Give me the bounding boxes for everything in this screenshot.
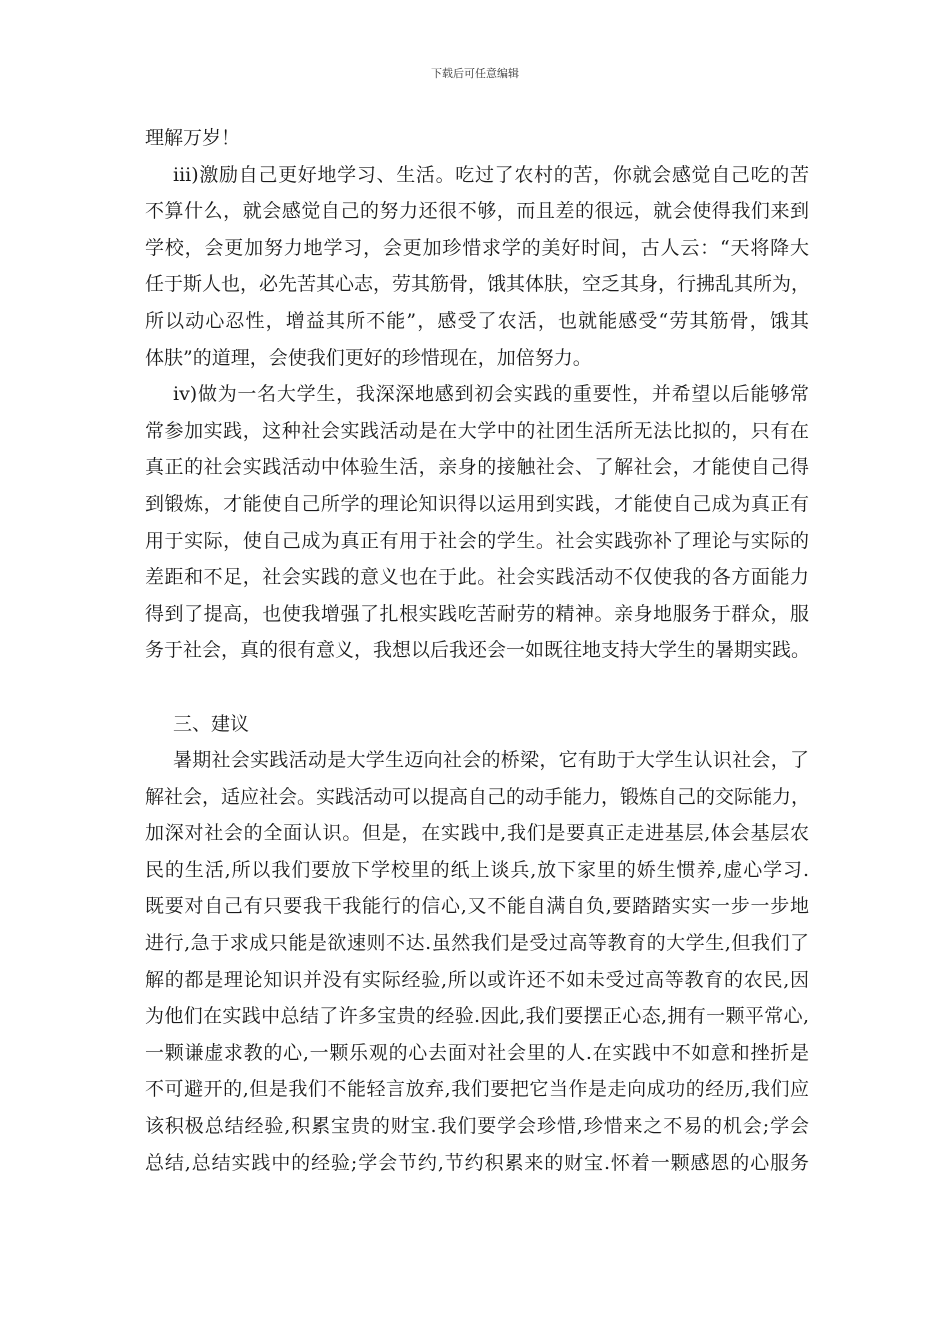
text-line: 到锻炼，才能使自己所学的理论知识得以运用到实践，才能使自己成为真正有: [145, 492, 809, 515]
section-heading: [145, 706, 809, 743]
text-line: 体肤”的道理，会使我们更好的珍惜现在，加倍努力。: [145, 346, 592, 369]
text-line: 该积极总结经验,积累宝贵的财宝.我们要学会珍惜,珍惜来之不易的机会;学会: [145, 1115, 809, 1138]
text-line: iv)做为一名大学生，我深深地感到初会实践的重要性，并希望以后能够常: [173, 383, 809, 406]
text-line: 真正的社会实践活动中体验生活，亲身的接触社会、了解社会，才能使自己得: [145, 456, 809, 479]
text-line: 解社会，适应社会。实践活动可以提高自己的动手能力，锻炼自己的交际能力，: [145, 785, 811, 808]
text-line: 民的生活,所以我们要放下学校里的纸上谈兵,放下家里的娇生惯养,虚心学习.: [145, 858, 809, 881]
text-line: 为他们在实践中总结了许多宝贵的经验.因此,我们要摆正心态,拥有一颗平常心,: [145, 1005, 809, 1028]
text-line: 进行,急于求成只能是欲速则不达.虽然我们是受过高等教育的大学生,但我们了: [145, 932, 809, 955]
text-line: iii)激励自己更好地学习、生活。吃过了农村的苦，你就会感觉自己吃的苦: [173, 163, 809, 186]
text-line: 差距和不足，社会实践的意义也在于此。社会实践活动不仅使我的各方面能力: [145, 566, 809, 589]
text-line: 得到了提高，也使我增强了扎根实践吃苦耐劳的精神。亲身地服务于群众，服: [145, 602, 809, 625]
paragraph-iv: [145, 376, 809, 669]
text-line: 学校，会更加努力地学习，会更加珍惜求学的美好时间，古人云：“天将降大: [145, 236, 809, 259]
text-line: 解的都是理论知识并没有实际经验,所以或许还不如未受过高等教育的农民,因: [145, 968, 809, 991]
text-line: 任于斯人也，必先苦其心志，劳其筋骨，饿其体肤，空乏其身，行拂乱其所为，: [145, 273, 811, 296]
document-body: [145, 120, 809, 1181]
text-line: 务于社会，真的很有意义，我想以后我还会一如既往地支持大学生的暑期实践。: [145, 639, 811, 662]
text-line: 既要对自己有只要我干我能行的信心,又不能自满自负,要踏踏实实一步一步地: [145, 895, 809, 918]
text-line: 一颗谦虚求教的心,一颗乐观的心去面对社会里的人.在实践中不如意和挫折是: [145, 1041, 809, 1064]
text-line: 用于实际，使自己成为真正有用于社会的学生。社会实践弥补了理论与实际的: [145, 529, 809, 552]
blank-line: [145, 669, 809, 706]
text-line: 所以动心忍性，增益其所不能”，感受了农活，也就能感受“劳其筋骨，饿其: [145, 309, 809, 332]
text-line: 理解万岁！: [145, 127, 241, 149]
text-line: 总结,总结实践中的经验;学会节约,节约积累来的财宝.怀着一颗感恩的心服务: [145, 1151, 809, 1174]
paragraph-suggestions: [145, 742, 809, 1181]
section-heading-text: 三、建议: [173, 712, 250, 735]
text-line: 暑期社会实践活动是大学生迈向社会的桥梁，它有助于大学生认识社会，了: [173, 749, 809, 772]
page-header: 下载后可任意编辑: [431, 67, 519, 80]
text-line: 加深对社会的全面认识。但是，在实践中,我们是要真正走进基层,体会基层农: [145, 822, 809, 845]
text-line: 常参加实践，这种社会实践活动是在大学中的社团生活所无法比拟的，只有在: [145, 419, 809, 442]
text-line: 不可避开的,但是我们不能轻言放弃,我们要把它当作是走向成功的经历,我们应: [145, 1078, 809, 1101]
paragraph-iii: [145, 157, 809, 377]
paragraph-closing-line: [145, 120, 809, 157]
text-line: 不算什么，就会感觉自己的努力还很不够，而且差的很远，就会使得我们来到: [145, 200, 809, 223]
